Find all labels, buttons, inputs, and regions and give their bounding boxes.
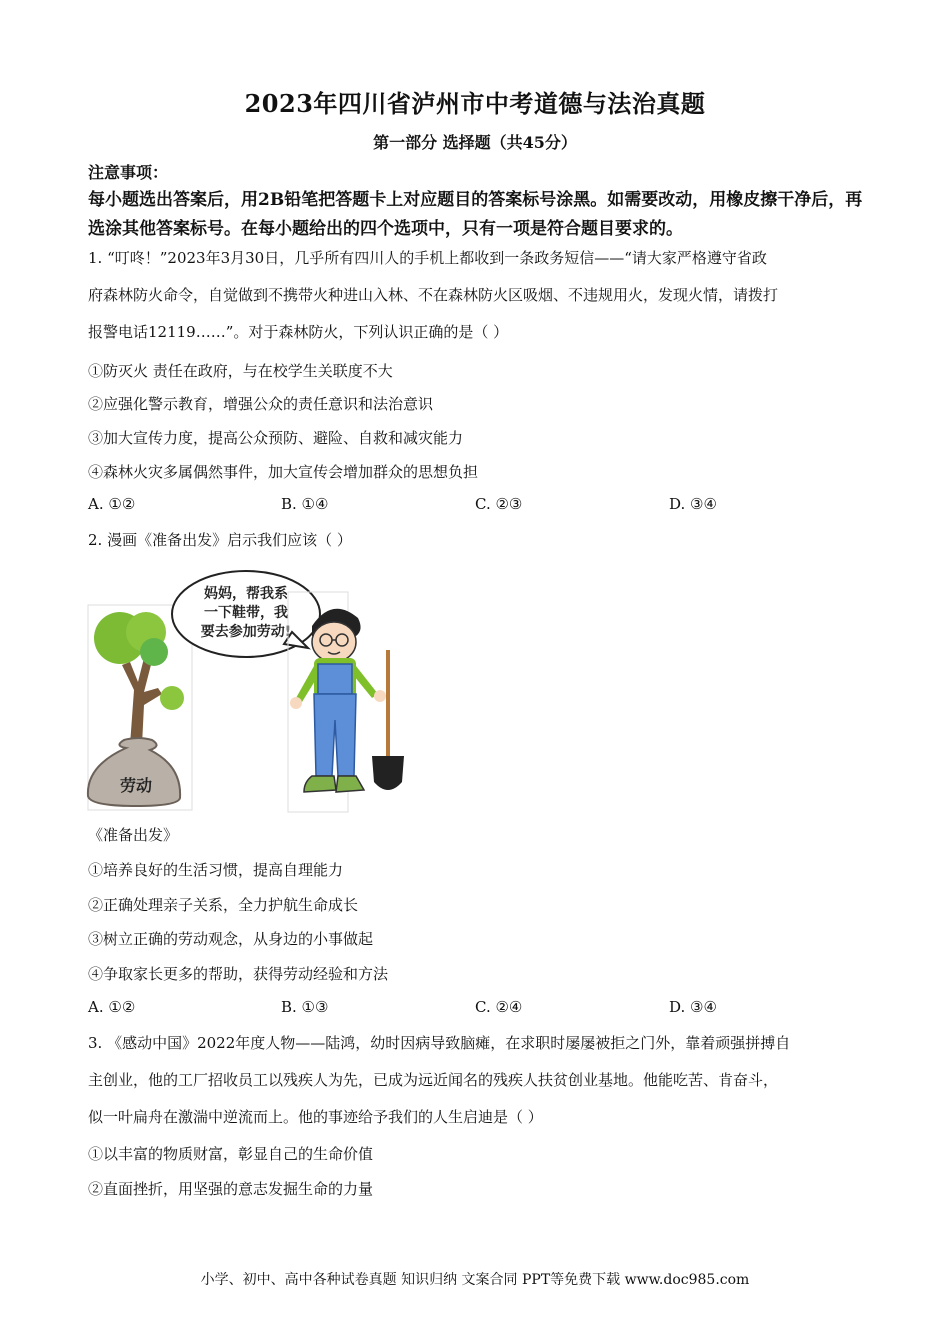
stem-line: 主创业，他的工厂招收员工以残疾人为先，已成为远近闻名的残疾人扶贫创业基地。他能吃苦、肯奋斗， — [88, 1071, 779, 1089]
question-3-option: ②直面挫折，用坚强的意志发掘生命的力量 — [88, 1180, 374, 1198]
question-2-option: ②正确处理亲子关系，全力护航生命成长 — [88, 896, 359, 914]
question-2-option: ③树立正确的劳动观念，从身边的小事做起 — [88, 930, 374, 948]
shovel-icon — [372, 756, 404, 790]
boy-face — [312, 622, 356, 662]
bubble-line: 要去参加劳动! — [200, 624, 292, 640]
question-3-stem — [88, 1025, 878, 1136]
choice-c: C. ②④ — [475, 998, 523, 1016]
tree-canopy — [160, 686, 184, 710]
comic-figure — [86, 570, 416, 815]
comic-illustration — [86, 570, 416, 815]
section-subtitle: 第一部分 选择题（共45分） — [373, 133, 577, 152]
question-2-option: ①培养良好的生活习惯，提高自理能力 — [88, 861, 344, 879]
bubble-line: 妈妈，帮我系 — [204, 586, 288, 602]
question-1-choices — [88, 495, 868, 517]
question-1-option: ③加大宣传力度，提高公众预防、避险、自救和减灾能力 — [88, 429, 464, 447]
question-2-stem — [88, 522, 878, 559]
page-title: 2023年四川省泸州市中考道德与法治真题 — [244, 89, 706, 118]
boy-shoe — [336, 776, 364, 792]
boy-overalls — [318, 664, 352, 694]
question-2-option: ④争取家长更多的帮助，获得劳动经验和方法 — [88, 965, 389, 983]
choice-d: D. ③④ — [669, 998, 717, 1016]
question-1-option: ①防灭火 责任在政府，与在校学生关联度不大 — [88, 362, 393, 380]
stem-line: 似一叶扁舟在激湍中逆流而上。他的事迹给予我们的人生启迪是（ ） — [88, 1108, 543, 1126]
bag-label: 劳动 — [120, 776, 153, 795]
choice-a: A. ①② — [88, 998, 136, 1016]
choice-a: A. ①② — [88, 495, 136, 513]
question-1-stem — [88, 240, 878, 351]
bubble-line: 一下鞋带，我 — [204, 605, 288, 621]
choice-c: C. ②③ — [475, 495, 523, 513]
stem-line: 1. “叮咚！”2023年3月30日，几乎所有四川人的手机上都收到一条政务短信——“请大家严格遵守省政 — [88, 249, 767, 267]
stem-line: 报警电话12119……”。对于森林防火，下列认识正确的是（ ） — [88, 323, 509, 341]
choice-b: B. ①④ — [281, 495, 329, 513]
stem-line: 府森林防火命令，自觉做到不携带火种进山入林、不在森林防火区吸烟、不违规用火，发现火情，请拨打 — [88, 286, 779, 304]
question-1-option: ②应强化警示教育，增强公众的责任意识和法治意识 — [88, 395, 434, 413]
tree-canopy — [140, 638, 168, 666]
stem-line: 2. 漫画《准备出发》启示我们应该（ ） — [88, 531, 352, 549]
page-footer: 小学、初中、高中各种试卷真题 知识归纳 文案合同 PPT等免费下载 www.doc985.com — [200, 1272, 750, 1288]
boy-shoe — [304, 776, 336, 792]
question-2-choices — [88, 998, 868, 1020]
stem-line: 3. 《感动中国》2022年度人物——陆鸿，幼时因病导致脑瘫，在求职时屡屡被拒之门外，靠着顽强拼搏自 — [88, 1034, 791, 1052]
choice-b: B. ①③ — [281, 998, 329, 1016]
question-3-option: ①以丰富的物质财富，彰显自己的生命价值 — [88, 1145, 374, 1163]
comic-caption: 《准备出发》 — [88, 826, 179, 844]
choice-d: D. ③④ — [669, 495, 717, 513]
question-1-option: ④森林火灾多属偶然事件，加大宣传会增加群众的思想负担 — [88, 463, 479, 481]
notice-text: 每小题选出答案后，用2B铅笔把答题卡上对应题目的答案标号涂黑。如需要改动，用橡皮擦干净后，再选涂其他答案标号。在每小题给出的四个选项中，只有一项是符合题目要求的。 — [88, 190, 863, 239]
notice-heading: 注意事项： — [88, 163, 169, 182]
